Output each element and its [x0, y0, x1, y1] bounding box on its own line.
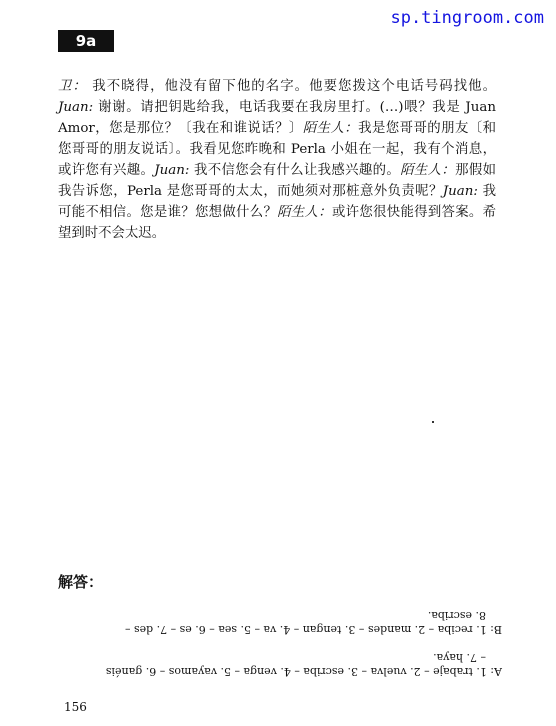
page-number: 156 [64, 700, 87, 714]
answer-b-line-cont: 8. escriba. [427, 609, 486, 622]
speaker-label: 陌生人： [277, 205, 332, 220]
speaker-label: 陌生人： [302, 121, 359, 136]
answer-b-line: B: 1. reciba – 2. mandes – 3. tengan – 4. va – 5. sea – 6. es – 7. des – [124, 623, 502, 636]
dialogue-text: 我不晓得，他没有留下他的名字。他要您拨这个电话号码找他。 [86, 79, 496, 94]
dialogue-text: 我不信您会有什么让我感兴趣的。 [189, 163, 401, 178]
dialogue-text: 我是您哥哥的朋友〔和您哥哥的朋友说话〕。我看见您昨晚和 Perla 小姐在一起，我有个消息，或许您有兴趣。 [58, 121, 497, 178]
answer-a-line-cont: – 7. haya. [433, 651, 486, 664]
stray-mark [432, 421, 434, 423]
speaker-label: Juan: [154, 163, 190, 178]
dialogue-text: 我可能不相信。您是谁？您想做什么？ [58, 184, 496, 220]
section-badge: 9a [58, 30, 114, 52]
dialogue-paragraph [58, 76, 496, 244]
answer-a-line: A: 1. trabaje – 2. vuelva – 3. escriba – 4. venga – 5. vayamos – 6. ganéis [105, 665, 502, 678]
dialogue-text: 或许您很快能得到答案。希望到时不会太迟。 [58, 205, 497, 241]
site-watermark: sp.tingroom.com [390, 8, 544, 28]
dialogue-text: 谢谢。请把钥匙给我，电话我要在我房里打。(…)喂？我是 Juan Amor，您是那位？〔我在和谁说话？〕 [58, 100, 496, 136]
speaker-label: Juan: [442, 184, 478, 199]
speaker-label: Juan: [58, 100, 94, 115]
dialogue-text: 那假如我告诉您，Perla 是您哥哥的太太，而她须对那桩意外负责呢？ [58, 163, 497, 199]
speaker-label: 卫： [58, 79, 87, 94]
answers-heading: 解答： [58, 573, 104, 591]
answers-block-upside-down [56, 592, 502, 678]
speaker-label: 陌生人： [400, 163, 456, 178]
